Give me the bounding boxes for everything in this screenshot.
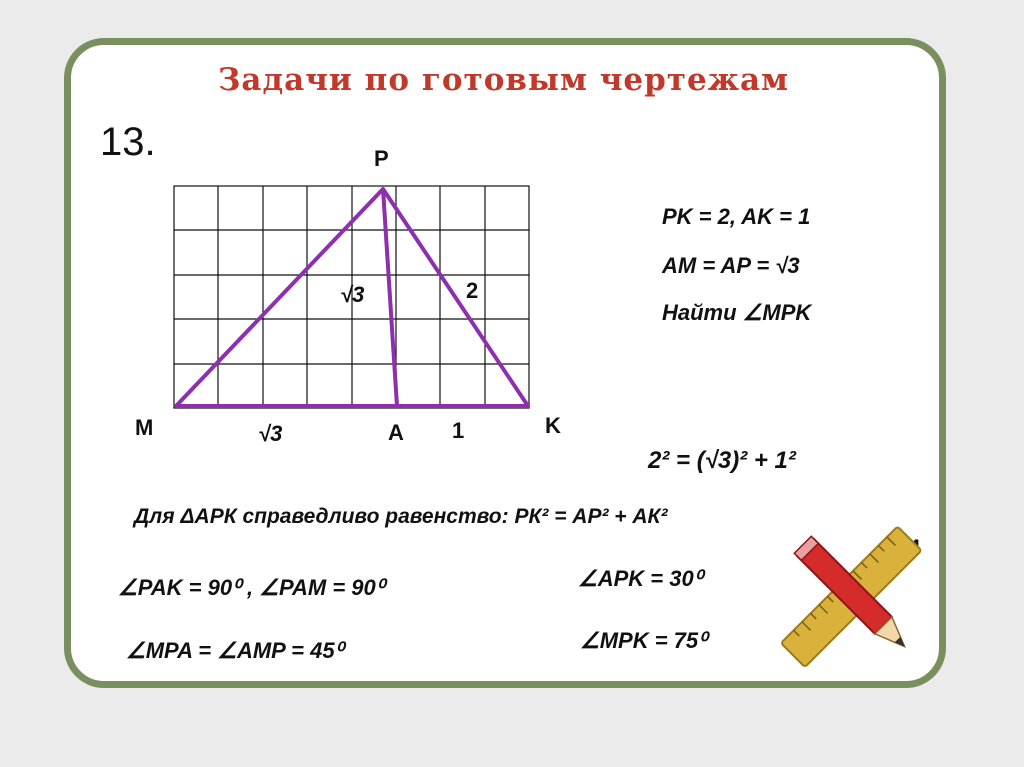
segment-ap-label: √3 xyxy=(340,282,365,307)
point-a-label: A xyxy=(388,420,404,445)
pythagoras-equation: 2² = (√3)² + 1² xyxy=(648,447,796,474)
point-m-label: M xyxy=(135,415,154,440)
given-line-3: Найти ∠MPK xyxy=(662,300,812,325)
point-k-label: K xyxy=(545,413,561,438)
segment-pk-label: 2 xyxy=(466,278,479,303)
slide-title: Задачи по готовым чертежам xyxy=(218,62,790,98)
result-angle-apk: ∠APK = 30⁰ xyxy=(578,566,703,591)
result-right-angles: ∠PAK = 90⁰ , ∠PAM = 90⁰ xyxy=(118,575,385,600)
ruler-pencil-icon xyxy=(778,520,928,670)
statement-line: Для ΔАРК справедливо равенство: РК² = АР² + АК² xyxy=(134,505,668,528)
result-angle-mpk: ∠MPK = 75⁰ xyxy=(580,628,707,653)
segment-pa xyxy=(383,189,397,406)
segment-ma-label: √3 xyxy=(258,421,283,446)
given-line-2: AM = AP = √3 xyxy=(662,253,800,278)
result-angles-45: ∠MPA = ∠AMP = 45⁰ xyxy=(126,638,344,663)
point-p-label: P xyxy=(374,146,389,171)
segment-ak-label: 1 xyxy=(452,418,465,443)
problem-number: 13. xyxy=(100,120,156,164)
given-line-1: PK = 2, AK = 1 xyxy=(662,204,811,229)
